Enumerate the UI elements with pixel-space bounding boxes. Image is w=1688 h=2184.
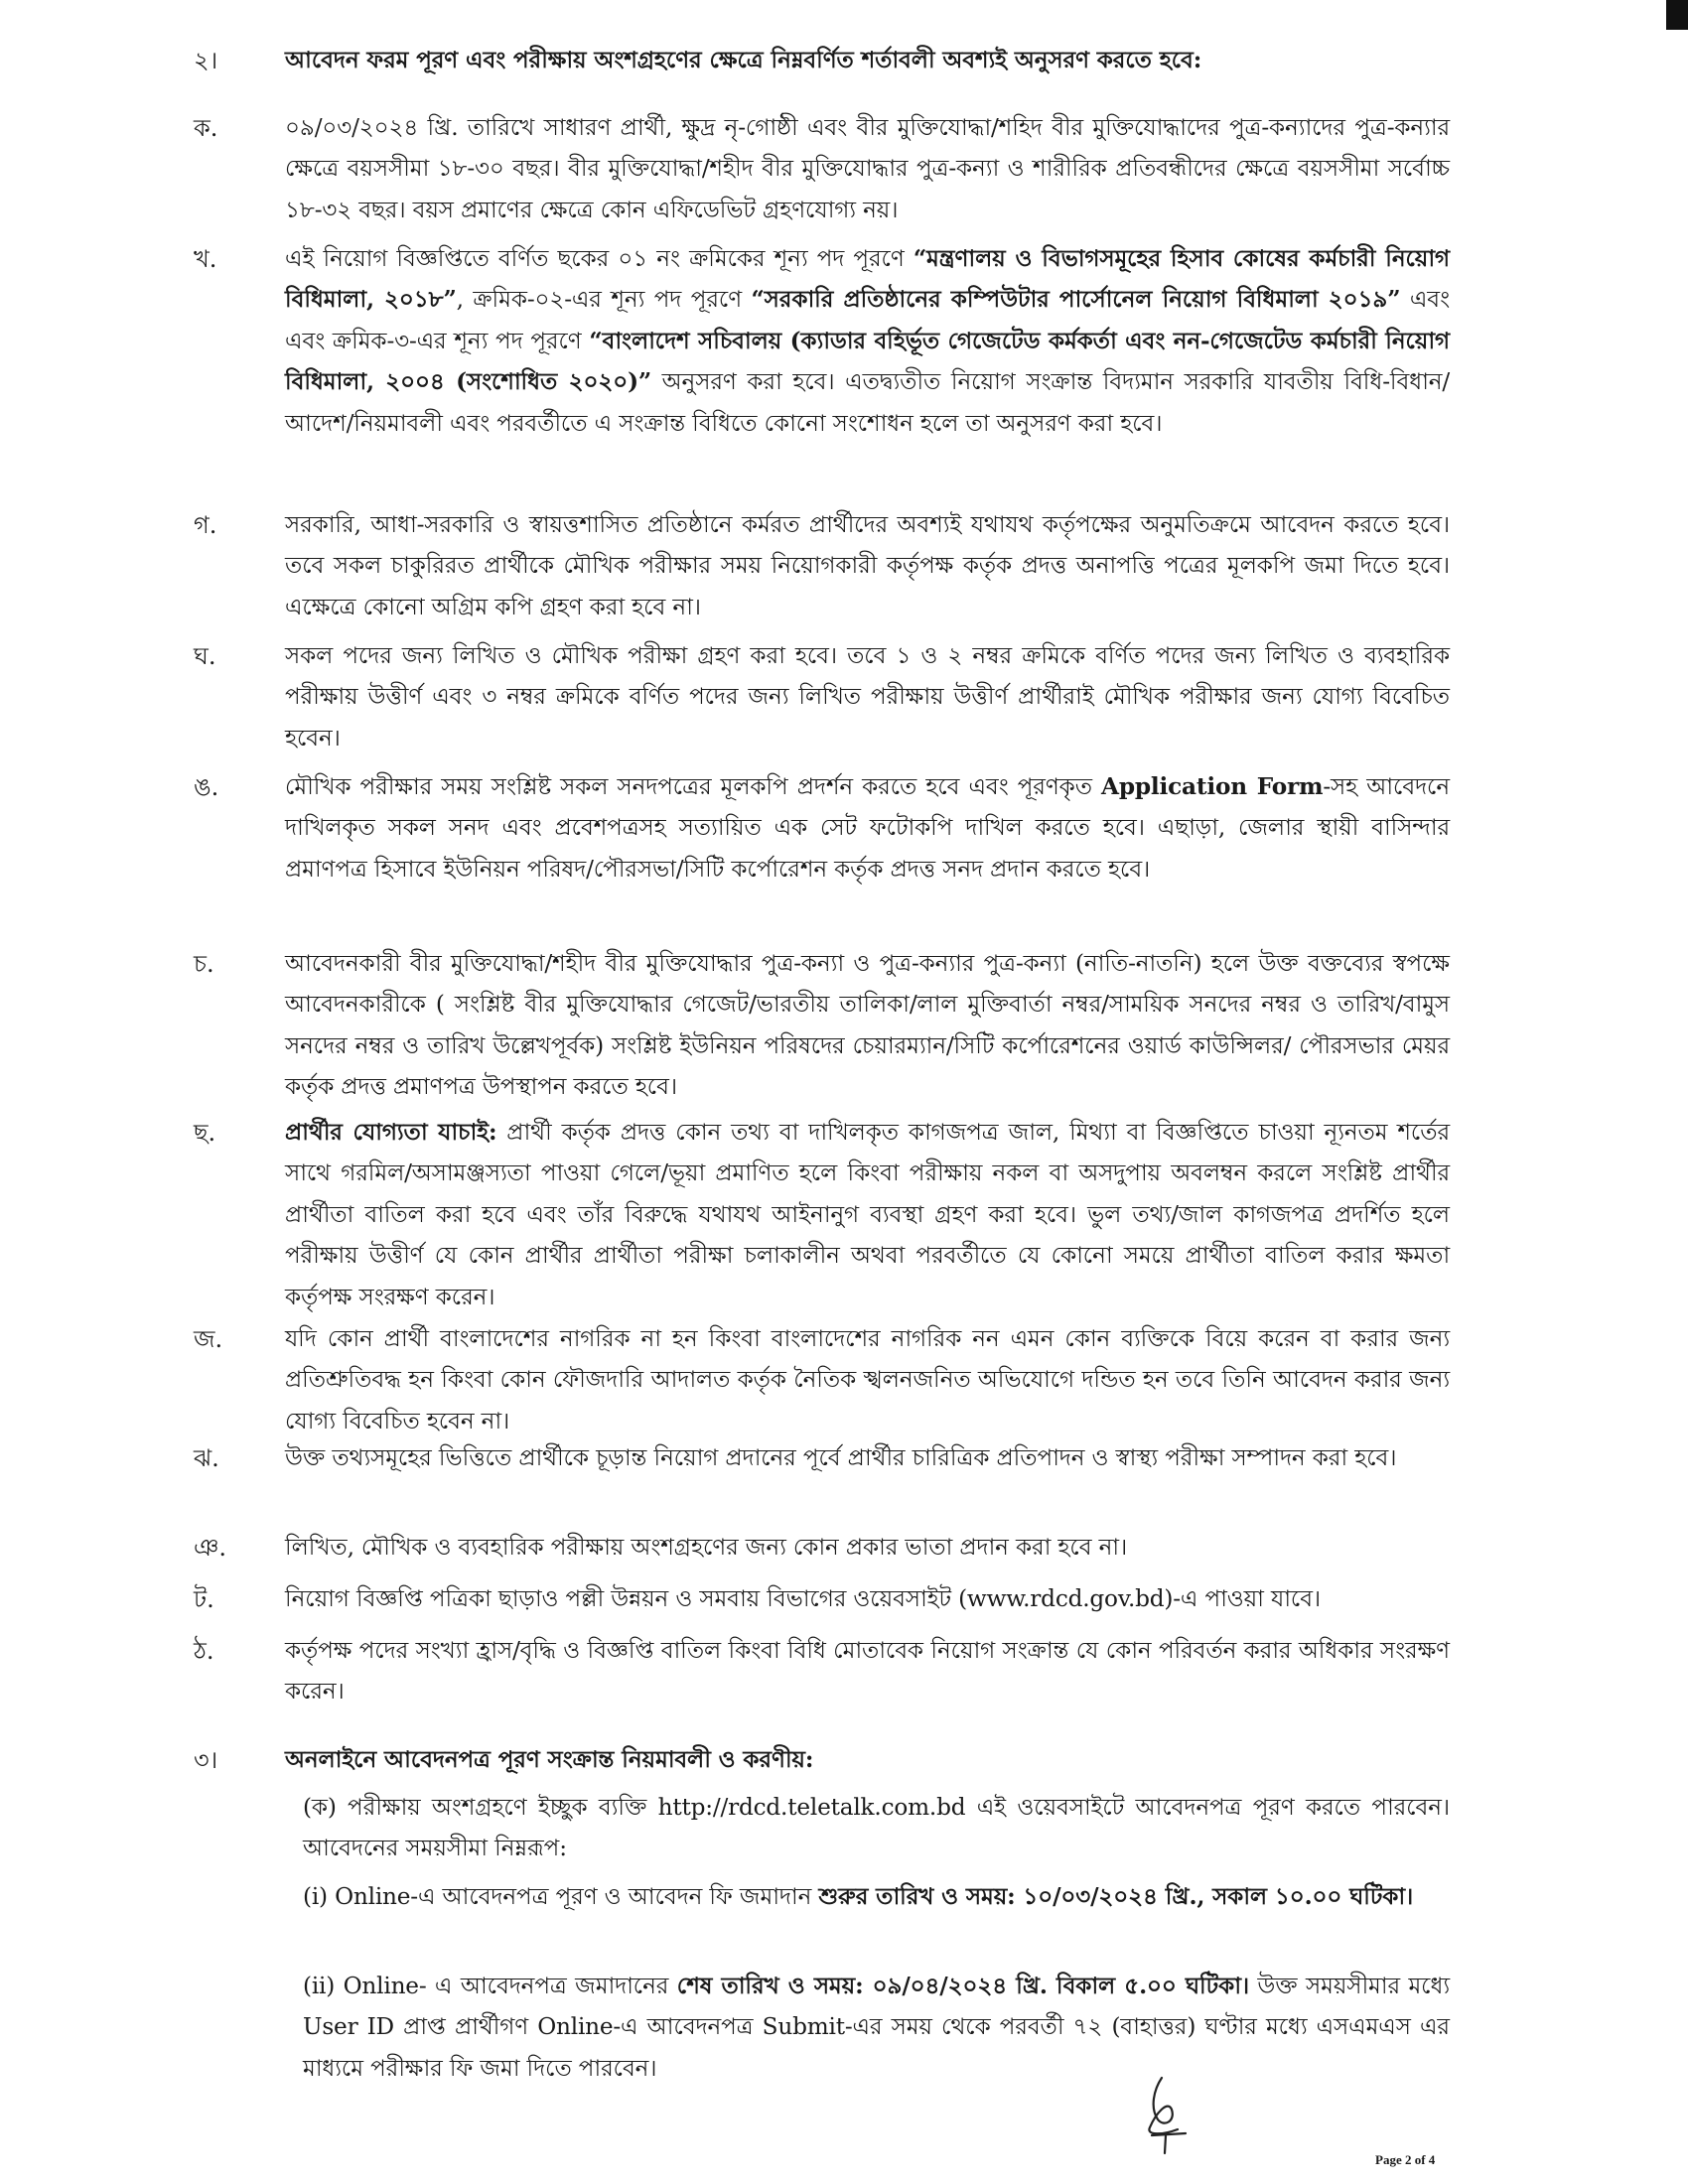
clause-text: [285, 238, 1450, 444]
eligibility-heading: প্রার্থীর যোগ্যতা যাচাই:: [285, 1119, 497, 1146]
rule-title-accounts: “মন্ত্রণালয় ও বিভাগসমূহের হিসাব কোষের কর্মচারী নিয়োগ বিধিমালা, ২০১৮”: [285, 245, 1450, 314]
clause-marker: খ.: [194, 245, 217, 273]
clause-marker: জ.: [194, 1325, 223, 1353]
clause-text: যদি কোন প্রার্থী বাংলাদেশের নাগরিক না হন কিংবা বাংলাদেশের নাগরিক নন এমন কোন ব্যক্তিকে বিয়ে করেন বা করার জন্য প্রতিশ্রুতিবদ্ধ হন কিংবা কোন ফৌজদারি আদালত কর্তৃক নৈতিক স্খলনজনিত অভিযোগে দন্ডিত হন তবে তিনি আবেদন করার জন্য যোগ্য বিবেচিত হবেন না।: [285, 1325, 1450, 1434]
text-run: (i) Online-এ আবেদনপত্র পূরণ ও আবেদন ফি জমাদান: [303, 1883, 819, 1910]
item-text: [303, 1966, 1450, 2089]
clause-text: সরকারি, আধা-সরকারি ও স্বায়ত্তশাসিত প্রতিষ্ঠানে কর্মরত প্রার্থীদের অবশ্যই যথাযথ কর্তৃপক্ষের অনুমতিক্রমে আবেদন করতে হবে। তবে সকল চাকুরিরত প্রার্থীকে মৌখিক পরীক্ষার সময় নিয়োগকারী কর্তৃপক্ষ কর্তৃক প্রদত্ত অনাপত্তি পত্রের মূলকপি জমা দিতে হবে। এক্ষেত্রে কোনো অগ্রিম কপি গ্রহণ করা হবে না।: [285, 511, 1450, 620]
text-run: এবং এবং ক্রমিক-৩-এর শূন্য পদ পূরণে: [285, 286, 1450, 354]
text-run: প্রার্থী কর্তৃক প্রদত্ত কোন তথ্য বা দাখিলকৃত কাগজপত্র জাল, মিথ্যা বা বিজ্ঞপ্তিতে চাওয়া ন্যূনতম শর্তের সাথে গরমিল/অসামঞ্জস্যতা পাওয়া গেলে/ভূয়া প্রমাণিত হলে কিংবা পরীক্ষায় নকল বা অসদুপায় অবলম্বন করলে সংশ্লিষ্ট প্রার্থীর প্রার্থীতা বাতিল করা হবে এবং তাঁর বিরুদ্ধে যথাযথ আইনানুগ ব্যবস্থা গ্রহণ করা হবে। ভুল তথ্য/জাল কাগজপত্র প্রদর্শিত হলে পরীক্ষায় উত্তীর্ণ যে কোন প্রার্থীর প্রার্থীতা পরীক্ষা চলাকালীন অথবা পরবর্তীতে যে কোনো সময়ে প্রার্থীতা বাতিল করার ক্ষমতা কর্তৃপক্ষ সংরক্ষণ করেন।: [285, 1119, 1450, 1310]
text-run: উক্ত সময়সীমার মধ্যে User ID প্রাপ্ত প্রার্থীগণ Online-এ আবেদনপত্র Submit-এর সময় থেকে পরবর্তী ৭২ (বাহাত্তর) ঘণ্টার মধ্যে এসএমএস এর মাধ্যমে পরীক্ষার ফি জমা দিতে পারবেন।: [303, 1973, 1450, 2082]
text-run: অনুসরণ করা হবে। এতদ্ব্যতীত নিয়োগ সংক্রান্ত বিদ্যমান সরকারি যাবতীয় বিধি-বিধান/আদেশ/নিয়মাবলী এবং পরবর্তীতে এ সংক্রান্ত বিধিতে কোনো সংশোধন হলে তা অনুসরণ করা হবে।: [285, 368, 1450, 437]
rule-title-secretariat: “বাংলাদেশ সচিবালয় (ক্যাডার বহির্ভূত গেজেটেড কর্মকর্তা এবং নন-গেজেটেড কর্মচারী নিয়োগ বিধিমালা, ২০০৪ (সংশোধিত ২০২০)”: [285, 327, 1450, 396]
clause-marker: ঞ.: [194, 1534, 226, 1562]
clause-marker: ঙ.: [194, 773, 219, 801]
application-form-label: Application Form: [1101, 773, 1324, 800]
section-heading: আবেদন ফরম পূরণ এবং পরীক্ষায় অংশগ্রহণের ক্ষেত্রে নিম্নবর্ণিত শর্তাবলী অবশ্যই অনুসরণ করতে হবে:: [285, 47, 1202, 73]
end-date-time: শেষ তারিখ ও সময়: ০৯/০৪/২০২৪ খ্রি. বিকাল ৫.০০ ঘটিকা।: [676, 1973, 1249, 1999]
text-run: (ii) Online- এ আবেদনপত্র জমাদানের: [303, 1973, 677, 1999]
clause-text: [285, 1112, 1450, 1317]
section-marker: ৩।: [194, 1746, 218, 1774]
text-run: , ক্রমিক-০২-এর শূন্য পদ পূরণে: [456, 286, 752, 314]
clause-text: কর্তৃপক্ষ পদের সংখ্যা হ্রাস/বৃদ্ধি ও বিজ্ঞপ্তি বাতিল কিংবা বিধি মোতাবেক নিয়োগ সংক্রান্ত যে কোন পরিবর্তন করার অধিকার সংরক্ষণ করেন।: [285, 1637, 1450, 1706]
clause-marker: চ.: [194, 950, 214, 978]
section-marker: ২।: [194, 47, 218, 74]
clause-text: আবেদনকারী বীর মুক্তিযোদ্ধা/শহীদ বীর মুক্তিযোদ্ধার পুত্র-কন্যা ও পুত্র-কন্যার পুত্র-কন্যা (নাতি-নাতনি) হলে উক্ত বক্তব্যের স্বপক্ষে আবেদনকারীকে ( সংশ্লিষ্ট বীর মুক্তিযোদ্ধার গেজেট/ভারতীয় তালিকা/লাল মুক্তিবার্তা নম্বর/সাময়িক সনদের নম্বর ও তারিখ/বামুস সনদের নম্বর ও তারিখ উল্লেখপূর্বক) সংশ্লিষ্ট ইউনিয়ন পরিষদের চেয়ারম্যান/সিটি কর্পোরেশনের ওয়ার্ড কাউন্সিলর/ পৌরসভার মেয়র কর্তৃক প্রদত্ত প্রমাণপত্র উপস্থাপন করতে হবে।: [285, 950, 1450, 1101]
section-heading: অনলাইনে আবেদনপত্র পূরণ সংক্রান্ত নিয়মাবলী ও করণীয়:: [285, 1746, 814, 1773]
page-number: Page 2 of 4: [1375, 2152, 1436, 2167]
clause-text: ০৯/০৩/২০২৪ খ্রি. তারিখে সাধারণ প্রার্থী, ক্ষুদ্র নৃ-গোষ্ঠী এবং বীর মুক্তিযোদ্ধা/শহিদ বীর মুক্তিযোদ্ধাদের পুত্র-কন্যাদের পুত্র-কন্যার ক্ষেত্রে বয়সসীমা ১৮-৩০ বছর। বীর মুক্তিযোদ্ধা/শহীদ বীর মুক্তিযোদ্ধার পুত্র-কন্যা ও শারীরিক প্রতিবন্ধীদের ক্ষেত্রে বয়সসীমা সর্বোচ্চ ১৮-৩২ বছর। বয়স প্রমাণের ক্ষেত্রে কোন এফিডেভিট গ্রহণযোগ্য নয়।: [285, 114, 1450, 223]
clause-marker: ক.: [194, 114, 218, 142]
text-run: এই নিয়োগ বিজ্ঞপ্তিতে বর্ণিত ছকের ০১ নং ক্রমিকের শূন্য পদ পূরণে: [285, 245, 914, 272]
clause-text: লিখিত, মৌখিক ও ব্যবহারিক পরীক্ষায় অংশগ্রহণের জন্য কোন প্রকার ভাতা প্রদান করা হবে না।: [285, 1534, 1128, 1561]
clause-text: নিয়োগ বিজ্ঞপ্তি পত্রিকা ছাড়াও পল্লী উন্নয়ন ও সমবায় বিভাগের ওয়েবসাইট (www.rdcd.gov.bd)-এ পাওয়া যাবে।: [285, 1585, 1321, 1612]
clause-marker: ঠ.: [194, 1637, 214, 1665]
signature-mark: [1132, 2070, 1201, 2159]
clause-text: উক্ত তথ্যসমূহের ভিত্তিতে প্রার্থীকে চূড়ান্ত নিয়োগ প্রদানের পূর্বে প্রার্থীর চারিত্রিক প্রতিপাদন ও স্বাস্থ্য পরীক্ষা সম্পাদন করা হবে।: [285, 1444, 1397, 1471]
start-date-time: শুরুর তারিখ ও সময়: ১০/০৩/২০২৪ খ্রি., সকাল ১০.০০ ঘটিকা।: [818, 1883, 1414, 1910]
text-run: মৌখিক পরীক্ষার সময় সংশ্লিষ্ট সকল সনদপত্রের মূলকপি প্রদর্শন করতে হবে এবং পূরণকৃত: [285, 773, 1102, 800]
clause-marker: ছ.: [194, 1119, 216, 1147]
rule-title-computer: “সরকারি প্রতিষ্ঠানের কম্পিউটার পার্সোনেল নিয়োগ বিধিমালা ২০১৯”: [751, 286, 1401, 314]
clause-marker: ঝ.: [194, 1444, 219, 1472]
text-run: -সহ আবেদনে দাখিলকৃত সকল সনদ এবং প্রবেশপত্রসহ সত্যায়িত এক সেট ফটোকপি দাখিল করতে হবে। এছাড়া, জেলার স্থায়ী বাসিন্দার প্রমাণপত্র হিসাবে ইউনিয়ন পরিষদ/পৌরসভা/সিটি কর্পোরেশন কর্তৃক প্রদত্ত সনদ প্রদান করতে হবে।: [285, 773, 1451, 883]
clause-marker: ট.: [194, 1585, 214, 1613]
clause-marker: ঘ.: [194, 642, 216, 670]
scan-edge-mark: [1666, 0, 1688, 30]
item-text: (ক) পরীক্ষায় অংশগ্রহণে ইচ্ছুক ব্যক্তি http://rdcd.teletalk.com.bd এই ওয়েবসাইটে আবেদনপত্র পূরণ করতে পারবেন। আবেদনের সময়সীমা নিম্নরূপ:: [303, 1794, 1450, 1862]
clause-text: [285, 766, 1450, 889]
item-text: [303, 1876, 1450, 1917]
clause-text: সকল পদের জন্য লিখিত ও মৌখিক পরীক্ষা গ্রহণ করা হবে। তবে ১ ও ২ নম্বর ক্রমিকে বর্ণিত পদের জন্য লিখিত ও ব্যবহারিক পরীক্ষায় উত্তীর্ণ এবং ৩ নম্বর ক্রমিকে বর্ণিত পদের জন্য লিখিত পরীক্ষায় উত্তীর্ণ প্রার্থীরাই মৌখিক পরীক্ষার জন্য যোগ্য বিবেচিত হবেন।: [285, 642, 1450, 751]
clause-marker: গ.: [194, 511, 217, 539]
